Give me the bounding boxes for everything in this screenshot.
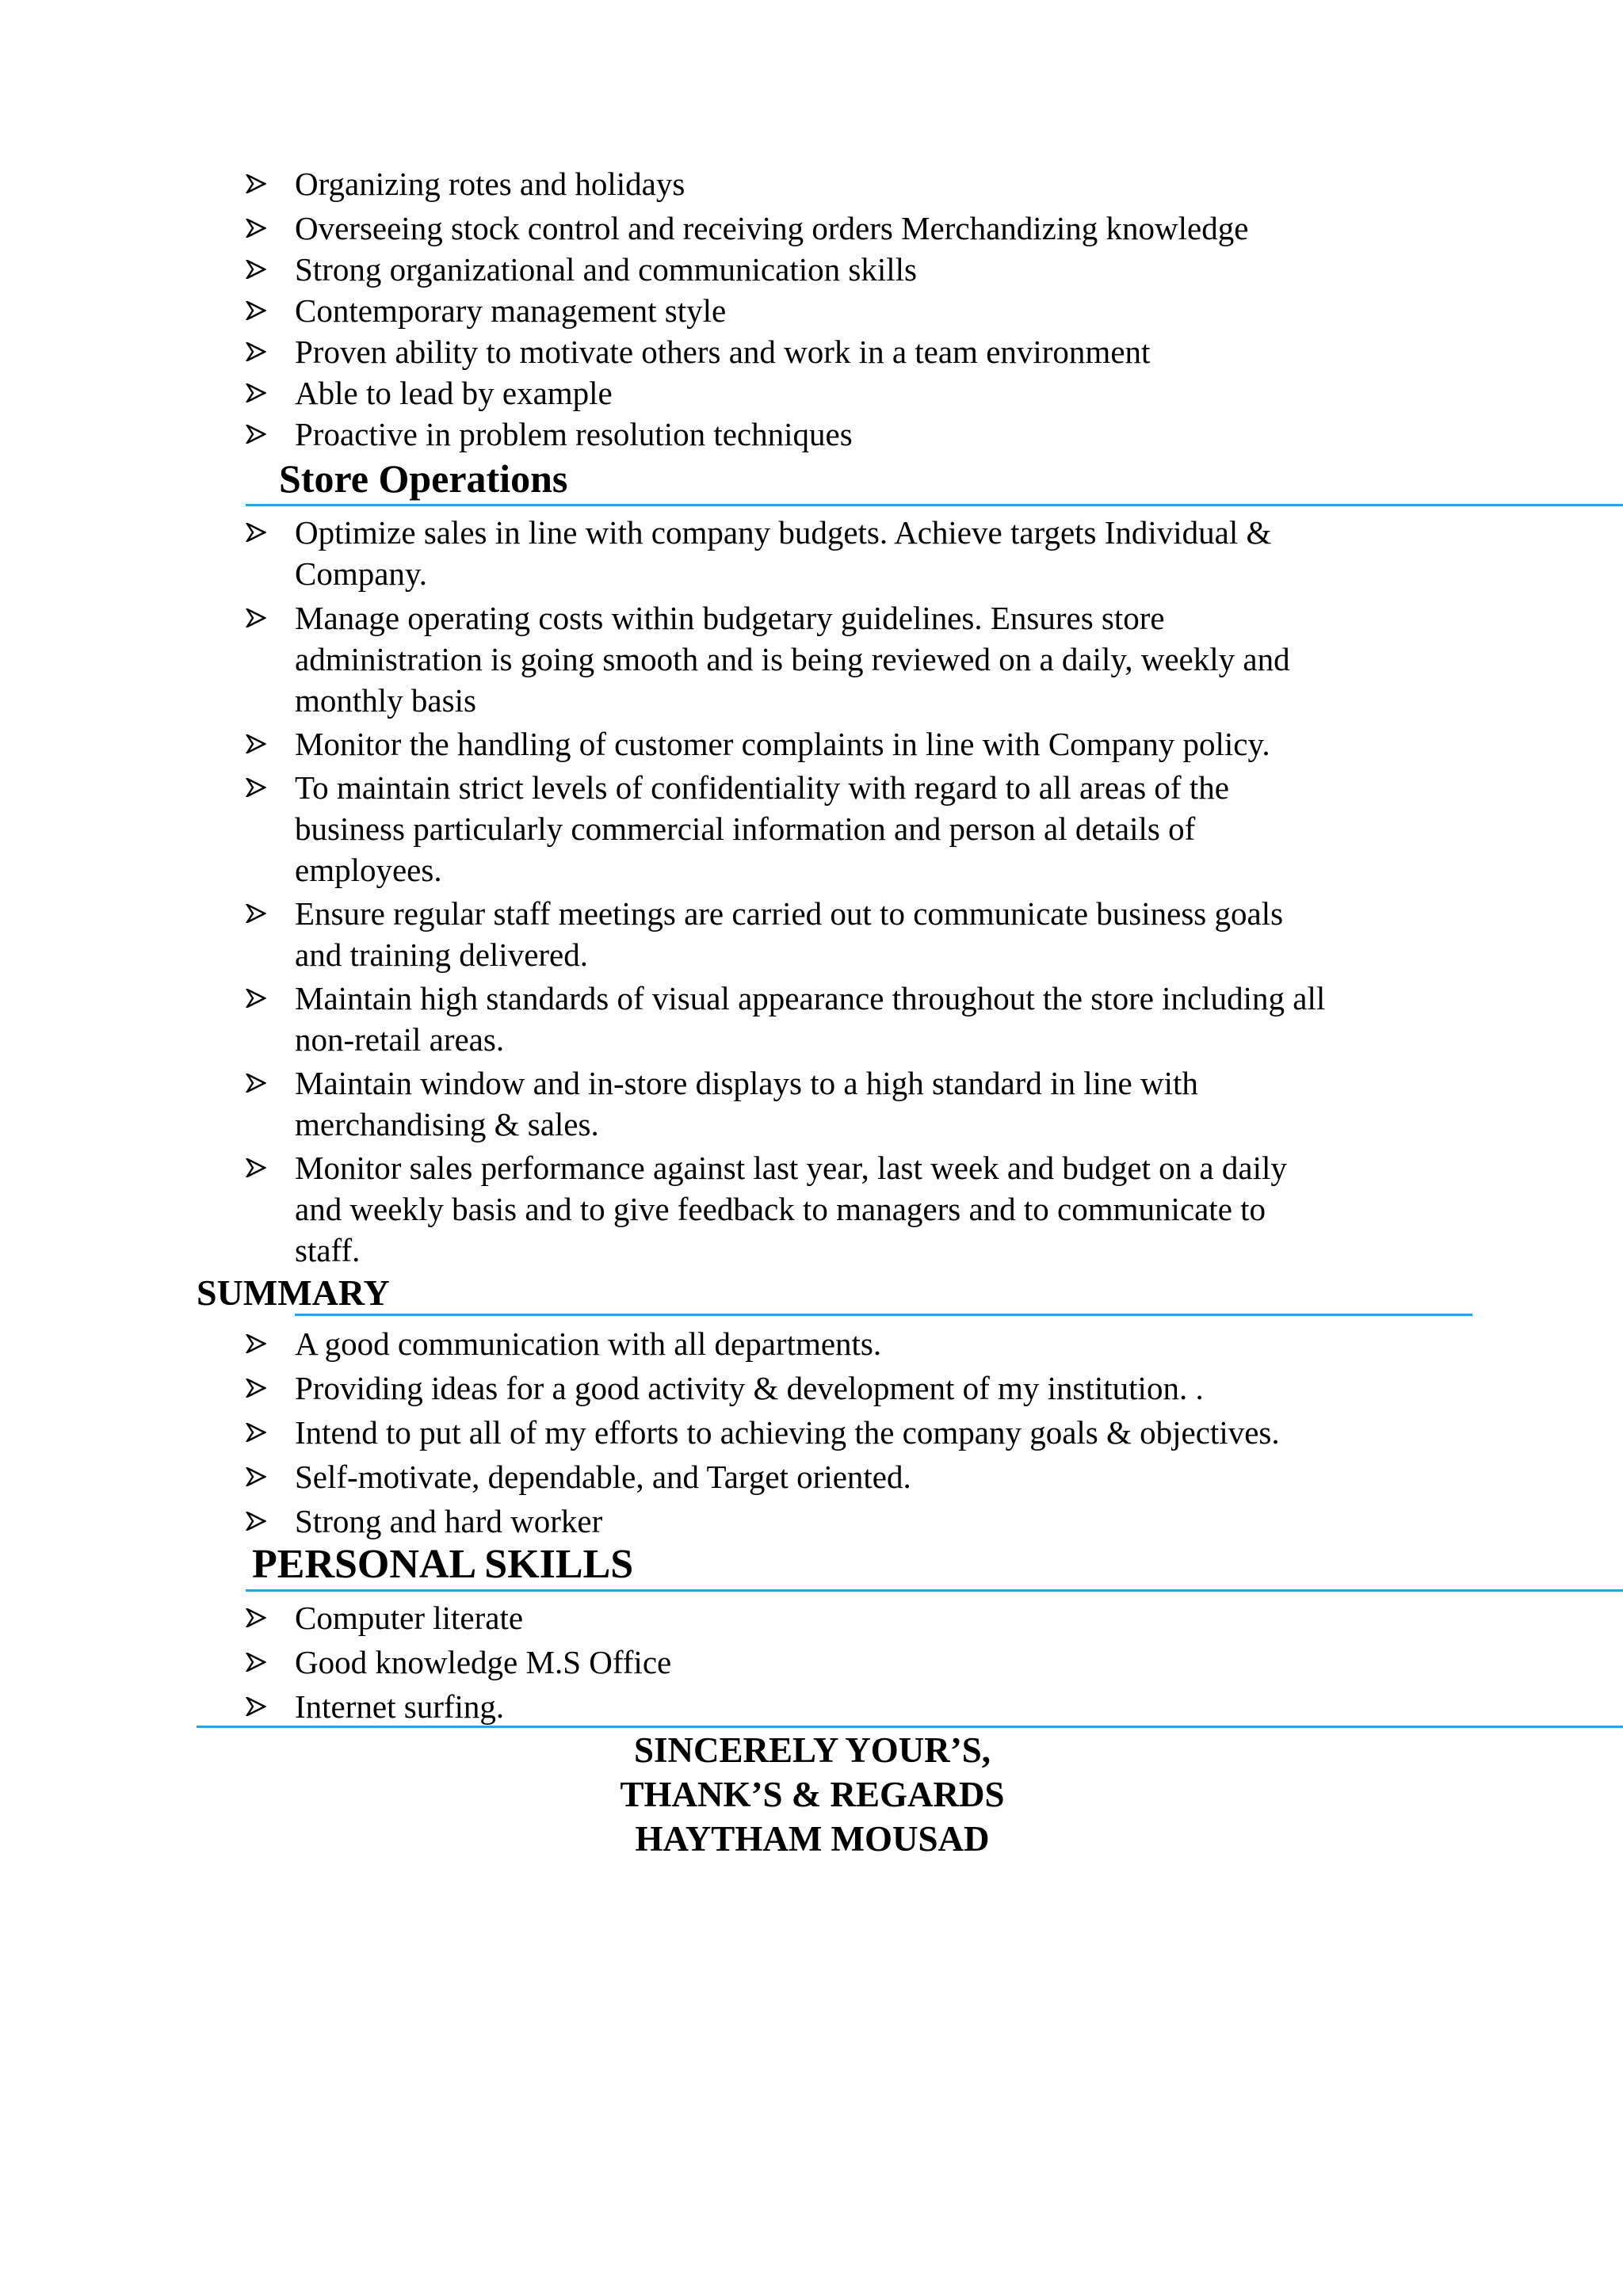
arrowhead-bullet-icon xyxy=(246,290,269,331)
arrowhead-bullet-icon xyxy=(246,414,269,455)
list-item xyxy=(246,597,1426,721)
list-item xyxy=(246,1642,1426,1683)
arrowhead-bullet-icon xyxy=(246,1597,269,1638)
list-item-text: Monitor sales performance against last year, last week and budget on a daily and weekly basis and to give feedback to managers and to communicate to staff. xyxy=(295,1150,1287,1268)
list-item xyxy=(246,512,1426,594)
closing-line-sincerely: SINCERELY YOUR’S, xyxy=(633,1730,991,1770)
list-item-text: Good knowledge M.S Office xyxy=(295,1644,672,1680)
list-item xyxy=(246,249,1426,290)
arrowhead-bullet-icon xyxy=(246,1501,269,1542)
arrowhead-bullet-icon xyxy=(246,767,269,808)
list-item-text: Maintain window and in-store displays to a high standard in line with merchandising & sales. xyxy=(295,1065,1198,1142)
arrowhead-bullet-icon xyxy=(246,1642,269,1683)
list-item-text: Self-motivate, dependable, and Target oriented. xyxy=(295,1459,911,1495)
section-heading-personal-skills: PERSONAL SKILLS xyxy=(252,1542,634,1587)
section-divider xyxy=(295,1314,1472,1316)
arrowhead-bullet-icon xyxy=(246,723,269,765)
list-item-text: Proactive in problem resolution techniques xyxy=(295,416,853,452)
section-heading-store-operations: Store Operations xyxy=(279,456,568,501)
section-divider xyxy=(246,1589,1623,1592)
list-item-text: Contemporary management style xyxy=(295,292,727,329)
closing-line-regards: THANK’S & REGARDS xyxy=(620,1775,1005,1814)
list-item xyxy=(246,331,1426,372)
list-item-text: Monitor the handling of customer complaints in line with Company policy. xyxy=(295,726,1270,762)
arrowhead-bullet-icon xyxy=(246,163,269,204)
signature-name: HAYTHAM MOUSAD xyxy=(635,1819,990,1859)
list-item-text: Strong organizational and communication skills xyxy=(295,251,917,288)
list-item-text: Intend to put all of my efforts to achieving the company goals & objectives. xyxy=(295,1414,1280,1451)
list-item-text: Overseeing stock control and receiving orders Merchandizing knowledge xyxy=(295,210,1249,246)
list-item-text: Ensure regular staff meetings are carried out to communicate business goals and training delivered. xyxy=(295,895,1284,973)
list-item xyxy=(246,1147,1426,1271)
arrowhead-bullet-icon xyxy=(246,249,269,290)
list-item xyxy=(246,723,1426,765)
list-item xyxy=(246,1412,1426,1453)
arrowhead-bullet-icon xyxy=(246,1147,269,1188)
arrowhead-bullet-icon xyxy=(246,1323,269,1364)
arrowhead-bullet-icon xyxy=(246,978,269,1019)
arrowhead-bullet-icon xyxy=(246,372,269,414)
list-item-text: To maintain strict levels of confidentiality with regard to all areas of the business particularly commercial information and person al details of employees. xyxy=(295,769,1229,888)
section-divider xyxy=(197,1726,1623,1728)
list-item xyxy=(246,1367,1426,1409)
section-heading-summary: SUMMARY xyxy=(197,1272,390,1313)
arrowhead-bullet-icon xyxy=(246,1686,269,1727)
list-item xyxy=(246,414,1426,455)
list-item xyxy=(246,163,1426,204)
list-item-text: A good communication with all departments. xyxy=(295,1325,882,1362)
list-item-text: Proven ability to motivate others and work in a team environment xyxy=(295,334,1151,370)
list-item xyxy=(246,290,1426,331)
arrowhead-bullet-icon xyxy=(246,331,269,372)
list-item-text: Optimize sales in line with company budgets. Achieve targets Individual & Company. xyxy=(295,514,1272,592)
list-item xyxy=(246,1501,1426,1542)
arrowhead-bullet-icon xyxy=(246,1412,269,1453)
list-item-text: Computer literate xyxy=(295,1600,524,1636)
list-item-text: Strong and hard worker xyxy=(295,1503,603,1539)
list-item-text: Organizing rotes and holidays xyxy=(295,166,685,202)
list-item xyxy=(246,372,1426,414)
arrowhead-bullet-icon xyxy=(246,1456,269,1497)
list-item xyxy=(246,893,1426,975)
arrowhead-bullet-icon xyxy=(246,893,269,934)
list-item-text: Maintain high standards of visual appearance throughout the store including all non-retail areas. xyxy=(295,980,1326,1058)
list-item xyxy=(246,978,1426,1060)
list-item xyxy=(246,208,1426,249)
arrowhead-bullet-icon xyxy=(246,597,269,639)
list-item-text: Able to lead by example xyxy=(295,375,613,411)
section-divider xyxy=(246,504,1623,506)
list-item xyxy=(246,1597,1426,1638)
list-item xyxy=(246,1323,1426,1364)
list-item-text: Providing ideas for a good activity & development of my institution. . xyxy=(295,1370,1204,1406)
list-item-text: Internet surfing. xyxy=(295,1688,505,1725)
list-item xyxy=(246,1456,1426,1497)
list-item xyxy=(246,767,1426,891)
arrowhead-bullet-icon xyxy=(246,1062,269,1104)
arrowhead-bullet-icon xyxy=(246,208,269,249)
arrowhead-bullet-icon xyxy=(246,1367,269,1409)
arrowhead-bullet-icon xyxy=(246,512,269,553)
list-item xyxy=(246,1062,1426,1145)
list-item-text: Manage operating costs within budgetary guidelines. Ensures store administration is going smooth and is being reviewed on a daily, weekly and monthly basis xyxy=(295,600,1290,719)
list-item xyxy=(246,1686,1426,1727)
